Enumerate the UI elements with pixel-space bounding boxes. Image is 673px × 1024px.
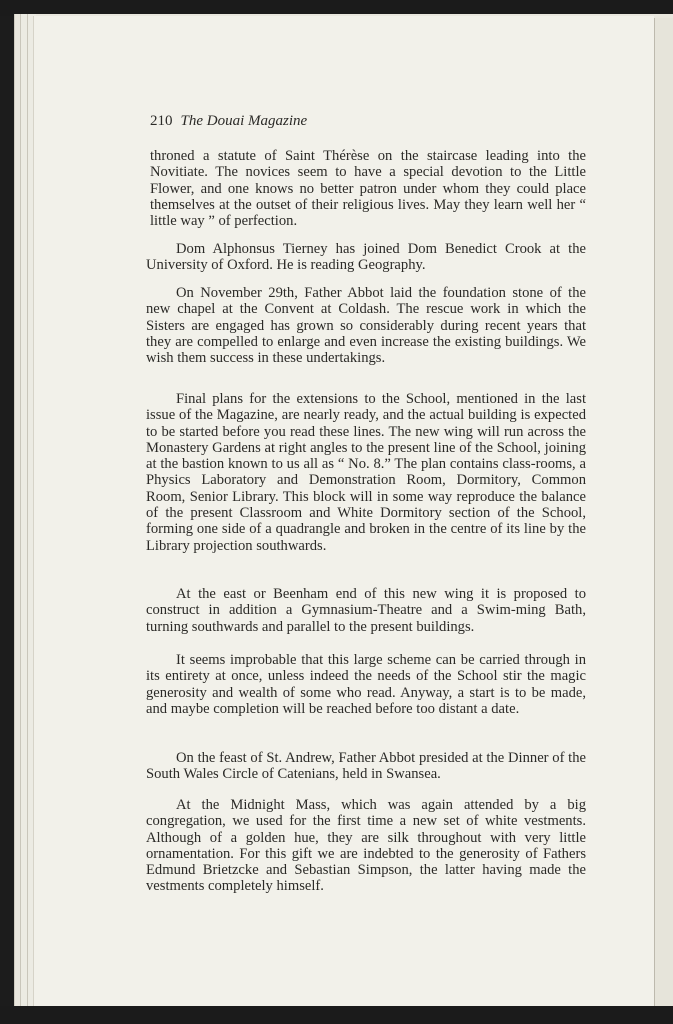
paragraph-2: Dom Alphonsus Tierney has joined Dom Benedict Crook at the University of Oxford. He is reading Geography. [146, 241, 586, 274]
paragraph-7: On the feast of St. Andrew, Father Abbot presided at the Dinner of the South Wales Circle of Catenians, held in Swansea. [146, 750, 586, 783]
paragraph-1: throned a statute of Saint Thérèse on the staircase leading into the Novitiate. The novices seem to have a special devotion to the Little Flower, and one knows no better patron under whom they could place themselves at the outset of their religious lives. May they learn well her “ little way ” of perfection. [150, 148, 586, 230]
facing-page-strip [654, 18, 673, 1008]
paragraph-6: It seems improbable that this large scheme can be carried through in its entirety at once, unless indeed the needs of the School stir the magic generosity and wealth of some who read. Anyway, a start is to be made, and maybe completion will be reached before too distant a date. [146, 652, 586, 717]
magazine-title: The Douai Magazine [180, 113, 308, 129]
paragraph-4: Final plans for the extensions to the School, mentioned in the last issue of the Magazine, are nearly ready, and the actual building is expected to be started before you read these lines. The new wing will run across the Monastery Gardens at right angles to the present line of the School, joining at the bastion known to us all as “ No. 8.” The plan contains class-rooms, a Physics Laboratory and Demonstration Room, Dormitory, Common Room, Senior Library. This block will in some way reproduce the balance of the present Classroom and White Dormitory section of the School, forming one side of a quadrangle and broken in the centre of its line by the Library projection southwards. [146, 391, 586, 554]
paragraph-8: At the Midnight Mass, which was again attended by a big congregation, we used for the first time a new set of white vestments. Although of a golden hue, they are silk throughout with very little ornamentation. For this gift we are indebted to the generosity of Fathers Edmund Brietzcke and Sebastian Simpson, the latter having made the vestments completely himself. [146, 797, 586, 895]
page-number: 210 [150, 113, 173, 129]
paragraph-5: At the east or Beenham end of this new wing it is proposed to construct in addition a Gymnasium-Theatre and a Swim-ming Bath, turning southwards and parallel to the present buildings. [146, 586, 586, 635]
scan-border-bottom [0, 1006, 673, 1024]
running-head [150, 113, 307, 130]
paragraph-3: On November 29th, Father Abbot laid the foundation stone of the new chapel at the Convent at Coldash. The rescue work in which the Sisters are engaged has grown so considerably during recent years that they are compelled to enlarge and even increase the existing buildings. We wish them success in these undertakings. [146, 285, 586, 367]
